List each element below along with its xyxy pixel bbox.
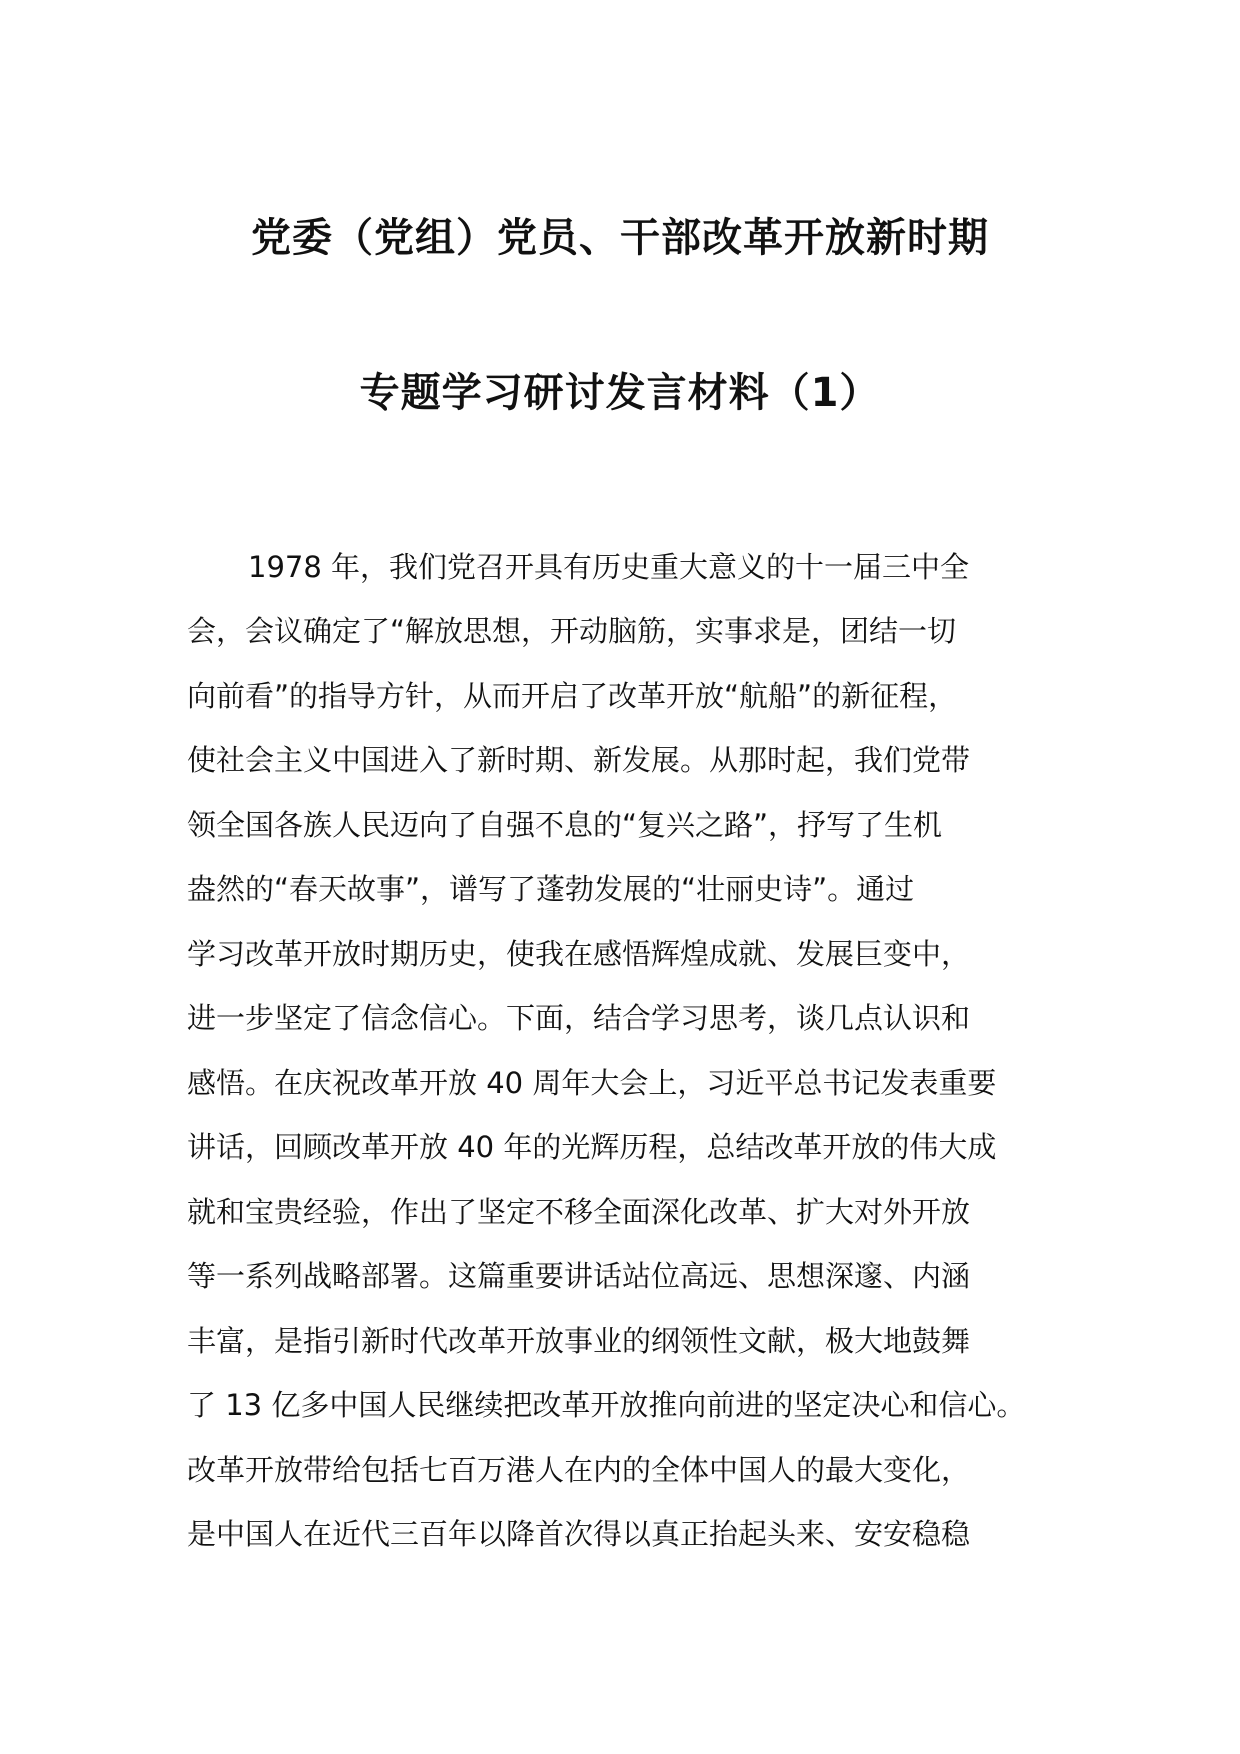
body-line: 了 13 亿多中国人民继续把改革开放推向前进的坚定决心和信心。 [187,1388,1026,1422]
body-line: 向前看”的指导方针，从而开启了改革开放“航船”的新征程， [187,679,958,713]
body-line: 进一步坚定了信念信心。下面，结合学习思考，谈几点认识和 [187,1001,971,1035]
body-line: 是中国人在近代三百年以降首次得以真正抬起头来、安安稳稳 [187,1517,971,1551]
document-title-line-2: 专题学习研讨发言材料（1） [359,370,881,416]
body-line: 使社会主义中国进入了新时期、新发展。从那时起，我们党带 [187,743,971,777]
body-line: 感悟。在庆祝改革开放 40 周年大会上，习近平总书记发表重要 [187,1066,997,1100]
body-line: 讲话，回顾改革开放 40 年的光辉历程，总结改革开放的伟大成 [187,1130,997,1164]
body-line: 会，会议确定了“解放思想，开动脑筋，实事求是，团结一切 [187,614,957,648]
body-line: 等一系列战略部署。这篇重要讲话站位高远、思想深邃、内涵 [187,1259,971,1293]
body-line: 改革开放带给包括七百万港人在内的全体中国人的最大变化， [187,1453,971,1487]
body-line: 领全国各族人民迈向了自强不息的“复兴之路”，抒写了生机 [187,808,943,842]
document-title-line-1: 党委（党组）党员、干部改革开放新时期 [251,215,989,261]
body-line: 就和宝贵经验，作出了坚定不移全面深化改革、扩大对外开放 [187,1195,971,1229]
body-line: 1978 年，我们党召开具有历史重大意义的十一届三中全 [248,550,970,584]
body-line: 盎然的“春天故事”，谱写了蓬勃发展的“壮丽史诗”。通过 [187,872,915,906]
body-line: 丰富，是指引新时代改革开放事业的纲领性文献，极大地鼓舞 [187,1324,971,1358]
body-line: 学习改革开放时期历史，使我在感悟辉煌成就、发展巨变中， [187,937,971,971]
